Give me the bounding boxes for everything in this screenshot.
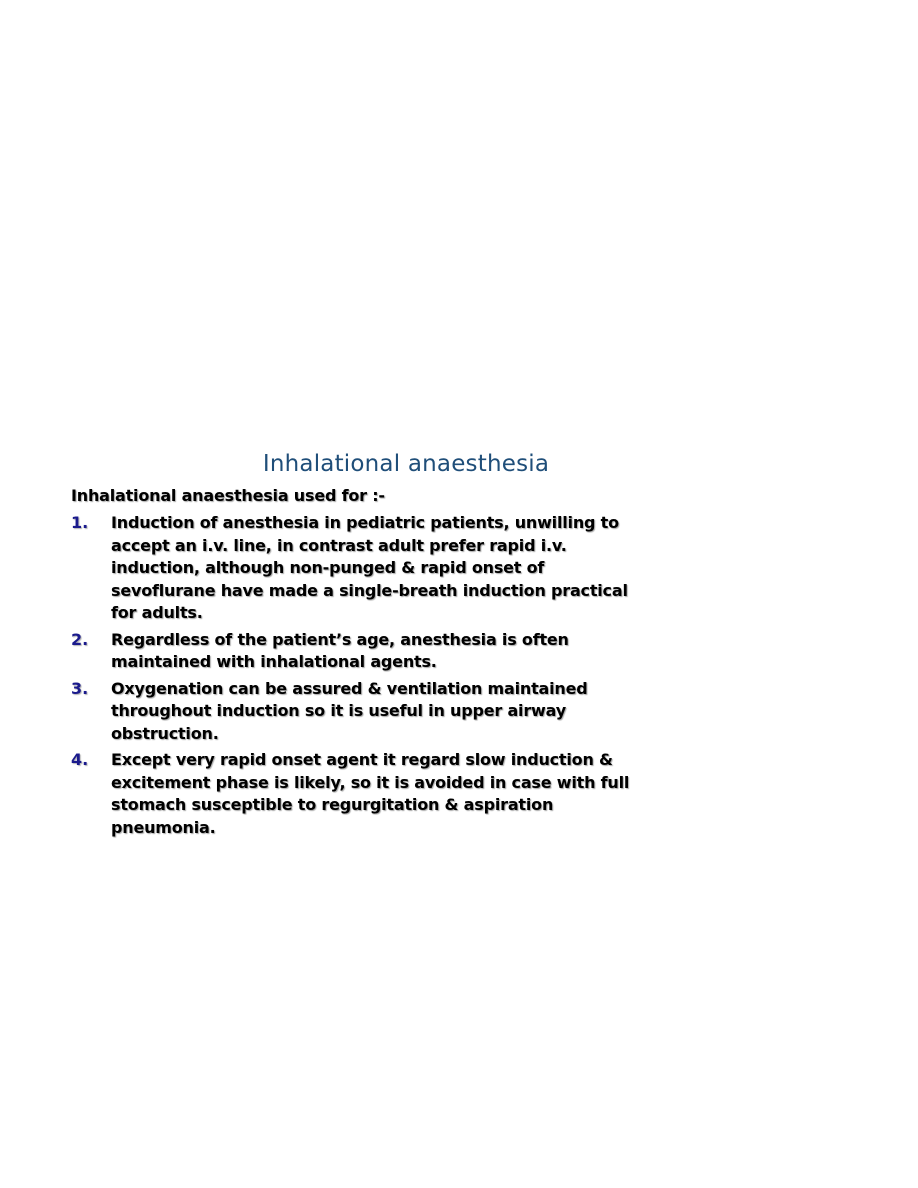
list-item — [71, 629, 791, 674]
list-item-number: 2. — [71, 629, 89, 649]
page-title: Inhalational anaesthesia — [262, 451, 550, 477]
numbered-list — [71, 512, 791, 839]
document-body — [71, 485, 791, 843]
list-item — [71, 678, 791, 746]
list-item — [71, 512, 791, 625]
list-item-number: 1. — [71, 513, 89, 532]
list-item — [71, 749, 791, 839]
list-item-text: Induction of anesthesia in pediatric patients, unwilling to accept an i.v. line, in contrast adult prefer rapid i.v. induction, although non-punged & rapid onset of sevoflurane have made a single-breath induction practical for adults. — [111, 513, 628, 622]
list-item-number: 3. — [71, 678, 89, 698]
list-item-text: Oxygenation can be assured & ventilation maintained throughout induction so it is useful in upper airway obstruction. — [111, 678, 588, 743]
list-item-text: Except very rapid onset agent it regard slow induction & excitement phase is likely, so it is avoided in case with full stomach susceptible to regurgitation & aspiration pneumonia. — [111, 750, 630, 837]
list-item-text: Regardless of the patient’s age, anesthesia is often maintained with inhalational agents. — [111, 629, 569, 671]
list-item-number: 4. — [71, 750, 89, 769]
section-subheading: Inhalational anaesthesia used for :- — [71, 486, 385, 505]
